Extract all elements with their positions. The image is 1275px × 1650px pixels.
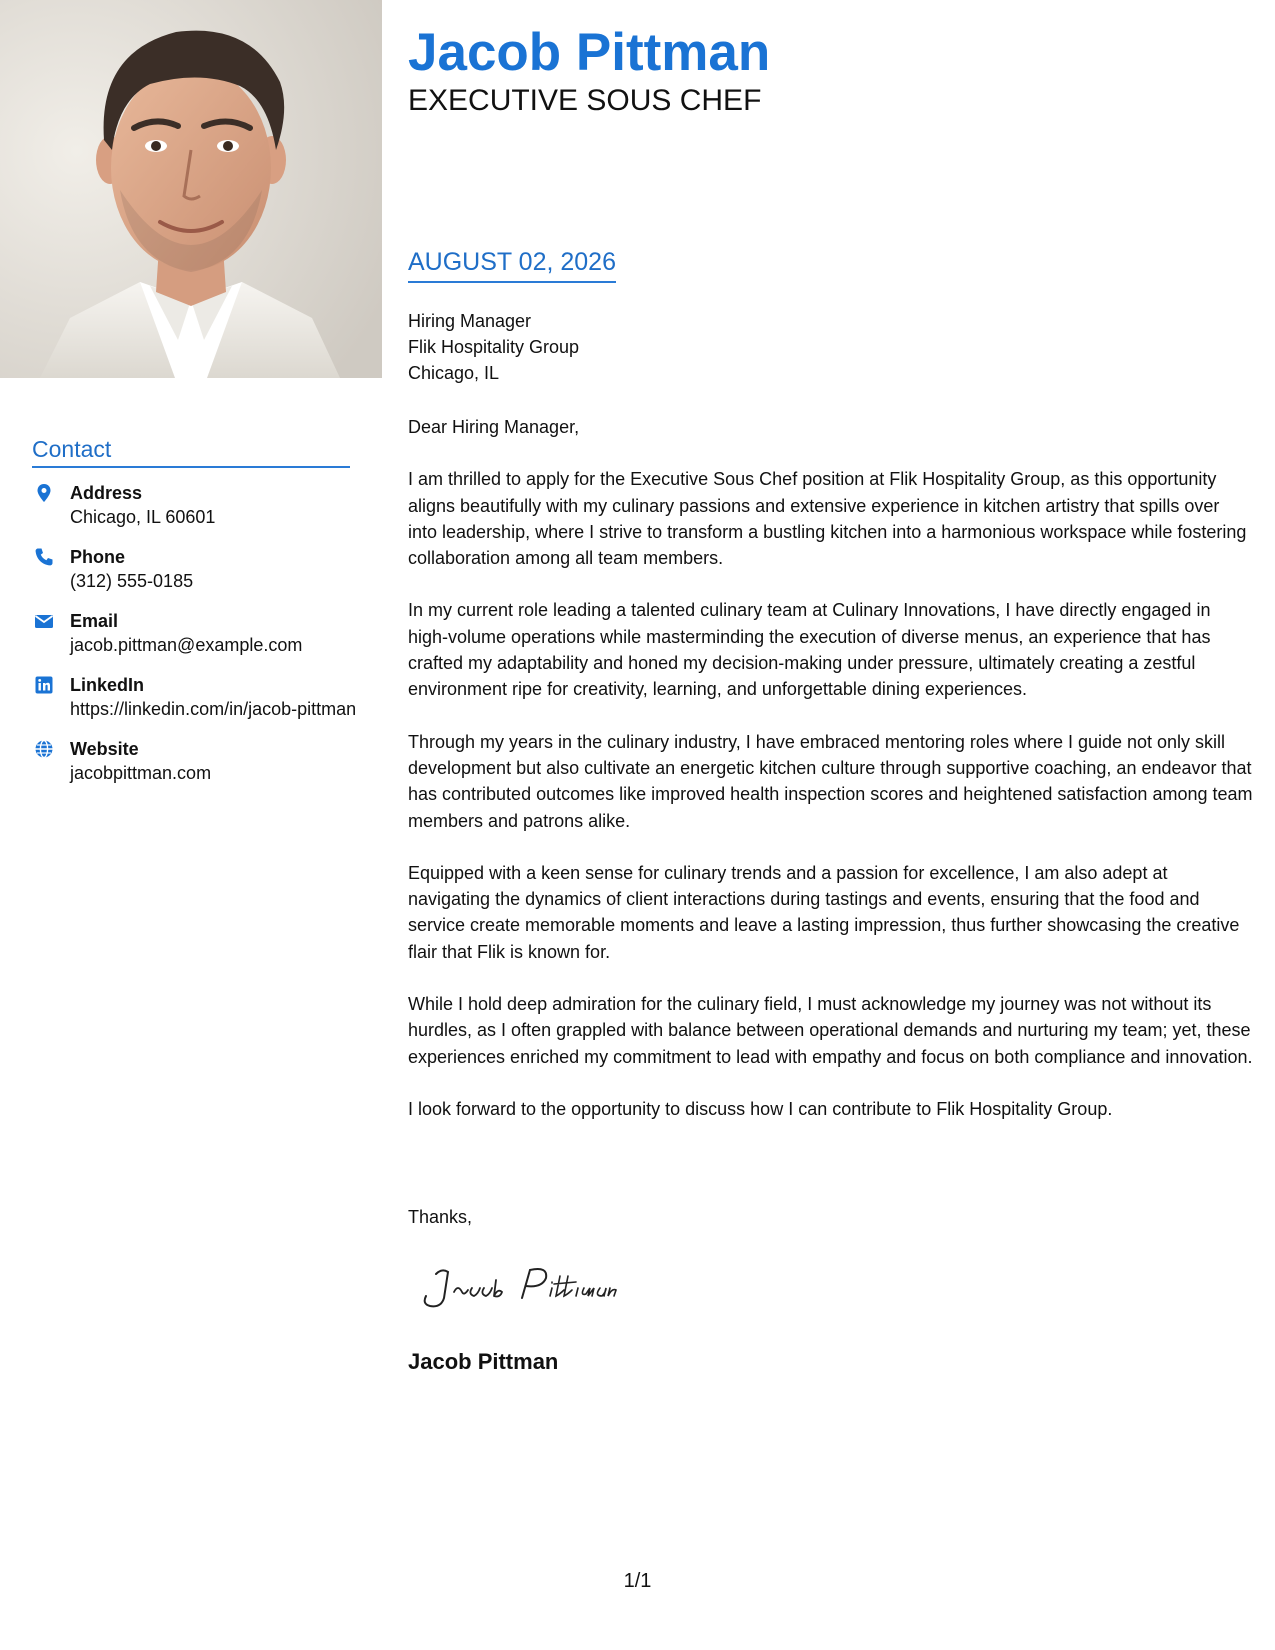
body-paragraph: Equipped with a keen sense for culinary trends and a passion for excellence, I am also adept at navigating the dynamics of client interactions during tastings and events, ensuring that the food and service create memorable moments and leave a lasting impression, thus further showcasing the creative flair that Flik is known for. xyxy=(408,862,1240,962)
handwritten-signature xyxy=(414,1258,674,1318)
contact-value[interactable]: jacobpittman.com xyxy=(70,763,212,783)
contact-value[interactable]: https://linkedin.com/in/jacob-pittman xyxy=(70,699,357,719)
phone-icon xyxy=(34,547,54,567)
contact-value: (312) 555-0185 xyxy=(70,571,194,591)
contact-label: LinkedIn xyxy=(70,675,145,695)
body-paragraph: I am thrilled to apply for the Executive Sous Chef position at Flik Hospitality Group, as this opportunity aligns beautifully with my culinary passions and extensive experience in kitchen artistry that spills over into leadership, where I strive to transform a bustling kitchen into a harmonious workspace while fostering collaboration among all team members. xyxy=(408,469,1247,569)
contact-item-phone xyxy=(32,545,362,594)
closing: Thanks, xyxy=(408,1207,473,1227)
contact-value: Chicago, IL 60601 xyxy=(70,507,216,527)
salutation: Dear Hiring Manager, xyxy=(408,417,580,437)
applicant-name: Jacob Pittman xyxy=(408,23,771,82)
signer-name: Jacob Pittman xyxy=(408,1349,559,1374)
contact-list xyxy=(32,481,362,801)
profile-photo xyxy=(0,0,382,378)
linkedin-icon xyxy=(34,675,54,695)
sidebar xyxy=(0,0,382,1650)
recipient-line: Hiring Manager xyxy=(408,311,532,331)
body-paragraph: While I hold deep admiration for the culinary field, I must acknowledge my journey was not without its hurdles, as I often grappled with balance between operational demands and nurturing my team; yet, these experiences enriched my commitment to lead with empathy and focus on both compliance and innovation. xyxy=(408,994,1253,1067)
contact-label: Address xyxy=(70,483,143,503)
location-pin-icon xyxy=(34,483,54,503)
contact-item-address xyxy=(32,481,362,530)
body-paragraph: Through my years in the culinary industry, I have embraced mentoring roles where I guide not only skill development but also cultivate an energetic kitchen culture through supportive coaching, an endeavor that has contributed outcomes like improved health inspection scores and heightened satisfaction among team members and patrons alike. xyxy=(408,731,1253,831)
contact-label: Email xyxy=(70,611,119,631)
contact-item-email xyxy=(32,609,362,658)
contact-value[interactable]: jacob.pittman@example.com xyxy=(70,635,303,655)
contact-label: Website xyxy=(70,739,139,759)
letter-date: AUGUST 02, 2026 xyxy=(408,248,616,283)
body-paragraph: I look forward to the opportunity to discuss how I can contribute to Flik Hospitality Group. xyxy=(408,1098,1113,1119)
recipient-line: Flik Hospitality Group xyxy=(408,337,580,357)
letter-body xyxy=(408,414,1253,1148)
job-title: EXECUTIVE SOUS CHEF xyxy=(408,84,762,117)
body-paragraph: In my current role leading a talented culinary team at Culinary Innovations, I have directly engaged in high-volume operations while masterminding the execution of diverse menus, an experience that has crafted my adaptability and honed my decision-making under pressure, ultimately creating a zestful environment ripe for creativity, learning, and unforgettable dining experiences. xyxy=(408,600,1211,700)
contact-item-website xyxy=(32,737,362,786)
email-icon xyxy=(34,611,54,631)
contact-item-linkedin xyxy=(32,673,362,722)
globe-icon xyxy=(34,739,54,759)
contact-section-title: Contact xyxy=(32,436,350,468)
page-number: 1/1 xyxy=(623,1570,652,1592)
contact-label: Phone xyxy=(70,547,126,567)
recipient-line: Chicago, IL xyxy=(408,363,500,383)
recipient-block xyxy=(408,308,579,386)
